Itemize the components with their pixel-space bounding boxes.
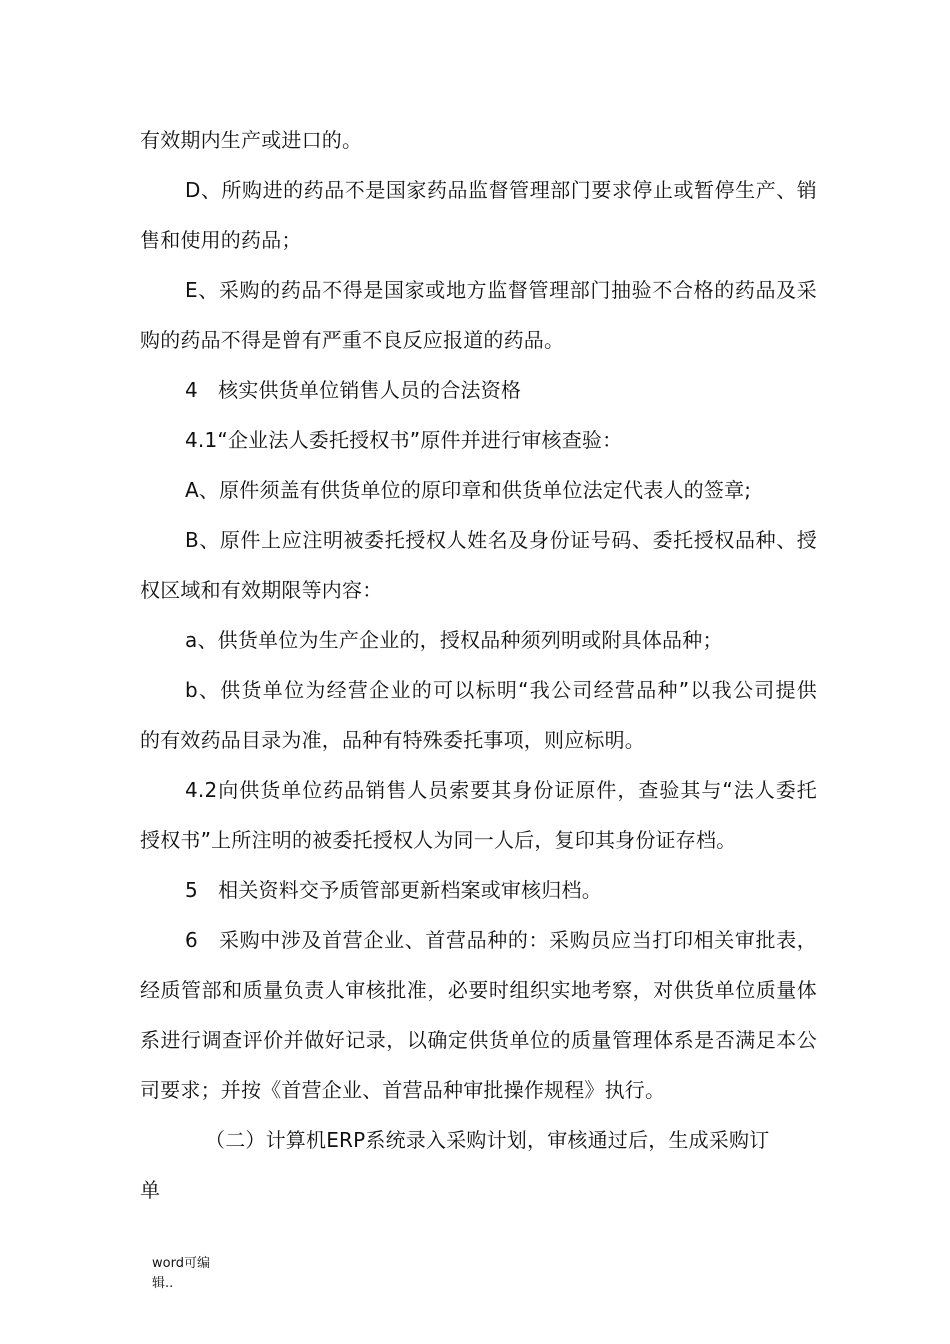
- section-6-line-2: 经质管部和质量负责人审核批准，必要时组织实地考察，对供货单位质量体: [140, 978, 817, 1002]
- subsection-heading-2-cont: 单: [140, 1178, 161, 1202]
- subsection-paragraph-4-2-cont: 授权书”上所注明的被委托授权人为同一人后，复印其身份证存档。: [140, 828, 737, 852]
- paragraph-line-2: D、所购进的药品不是国家药品监督管理部门要求停止或暂停生产、销: [185, 178, 817, 202]
- subsection-paragraph-4-2: 4.2向供货单位药品销售人员索要其身份证原件，查验其与“法人委托: [185, 778, 817, 802]
- footer-line-1: word可编: [152, 1256, 210, 1271]
- section-heading-6: 6 采购中涉及首营企业、首营品种的：采购员应当打印相关审批表，: [185, 928, 817, 952]
- section-6-line-4: 司要求；并按《首营企业、首营品种审批操作规程》执行。: [140, 1078, 666, 1102]
- footer-line-2: 辑..: [152, 1276, 174, 1291]
- section-heading-4: 4 核实供货单位销售人员的合法资格: [185, 378, 522, 402]
- paragraph-line-5: 购的药品不得是曾有严重不良反应报道的药品。: [140, 328, 565, 352]
- paragraph-line-b-upper: B、原件上应注明被委托授权人姓名及身份证号码、委托授权品种、授: [185, 528, 817, 552]
- footer-note: [152, 1254, 242, 1294]
- paragraph-line-a-upper: A、原件须盖有供货单位的原印章和供货单位法定代表人的签章;: [185, 478, 752, 502]
- paragraph-line-b-upper-cont: 权区域和有效期限等内容：: [140, 578, 383, 602]
- section-6-line-3: 系进行调查评价并做好记录，以确定供货单位的质量管理体系是否满足本公: [140, 1028, 817, 1052]
- paragraph-line-3: 售和使用的药品；: [140, 228, 302, 252]
- paragraph-line-b-lower-cont: 的有效药品目录为准，品种有特殊委托事项，则应标明。: [140, 728, 645, 752]
- paragraph-line-b-lower: b、供货单位为经营企业的可以标明“我公司经营品种”以我公司提供: [185, 678, 817, 702]
- paragraph-line-a-lower: a、供货单位为生产企业的，授权品种须列明或附具体品种；: [185, 628, 723, 652]
- paragraph-line-1: 有效期内生产或进口的。: [140, 128, 363, 152]
- subsection-heading-4-1: 4.1“企业法人委托授权书”原件并进行审核查验：: [185, 428, 623, 452]
- subsection-heading-2: （二）计算机ERP系统录入采购计划，审核通过后，生成采购订: [205, 1128, 770, 1152]
- paragraph-line-4: E、采购的药品不得是国家或地方监督管理部门抽验不合格的药品及采: [185, 278, 817, 302]
- section-heading-5: 5 相关资料交予质管部更新档案或审核归档。: [185, 878, 602, 902]
